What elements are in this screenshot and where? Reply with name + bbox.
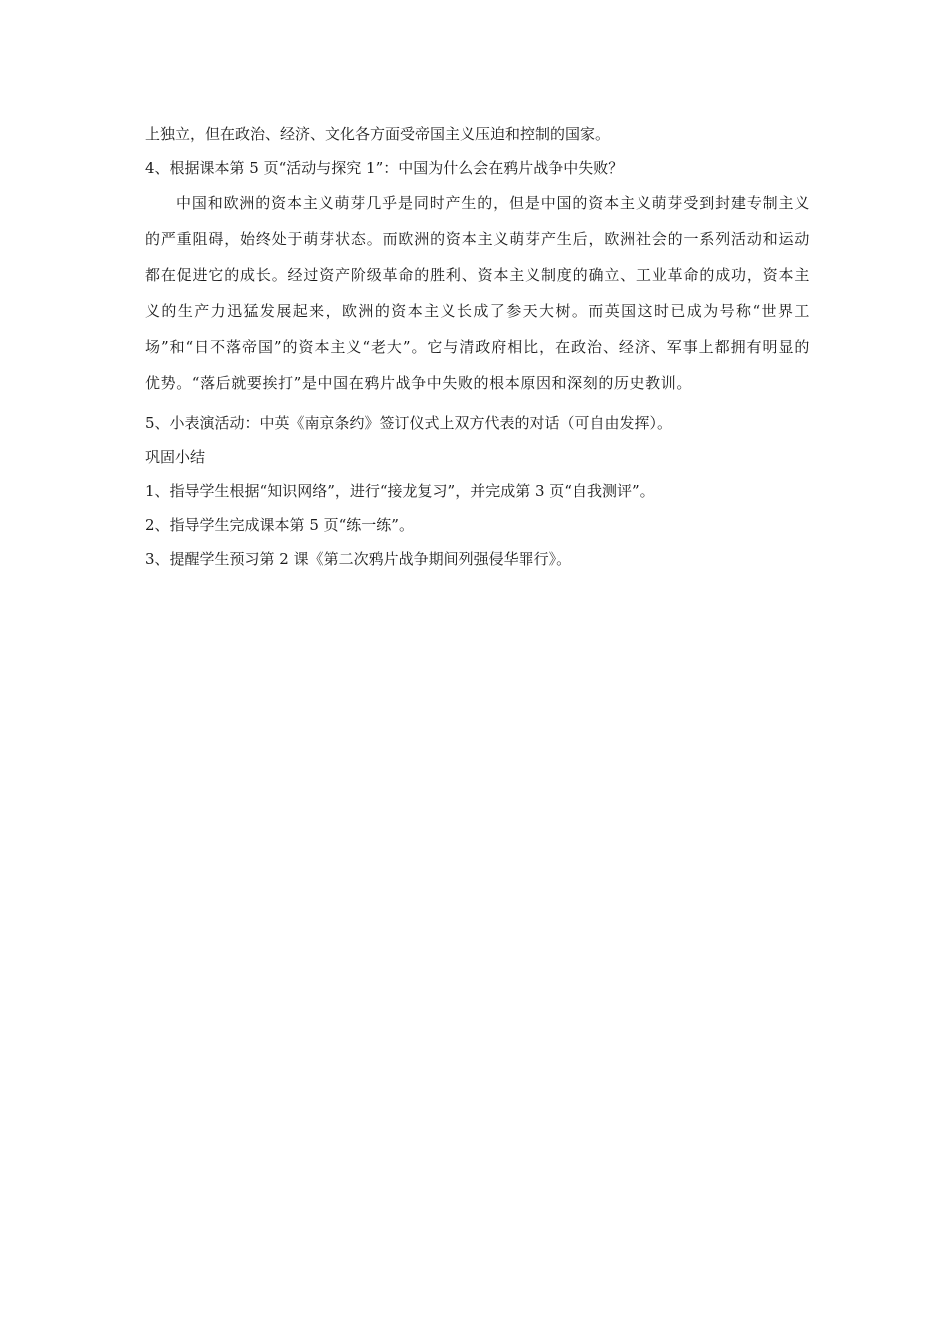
summary-item: 3、提醒学生预习第 2 课《第二次鸦片战争期间列强侵华罪行》。: [145, 550, 572, 568]
question-4: 4、根据课本第 5 页“活动与探究 1”：中国为什么会在鸦片战争中失败？: [145, 159, 624, 177]
summary-item: 1、指导学生根据“知识网络”，进行“接龙复习”，并完成第 3 页“自我测评”。: [145, 482, 655, 500]
summary-item: 2、指导学生完成课本第 5 页“练一练”。: [145, 516, 414, 534]
section-title: 巩固小结: [145, 448, 206, 466]
document-body: [145, 123, 810, 582]
item-5: 5、小表演活动：中英《南京条约》签订仪式上双方代表的对话（可自由发挥）。: [145, 414, 673, 432]
text-line: 上独立，但在政治、经济、文化各方面受帝国主义压迫和控制的国家。: [145, 125, 611, 143]
answer-paragraph: 中国和欧洲的资本主义萌芽几乎是同时产生的，但是中国的资本主义萌芽受到封建专制主义的严重阻碍，始终处于萌芽状态。而欧洲的资本主义萌芽产生后，欧洲社会的一系列活动和运动都在促进它的成长。经过资产阶级革命的胜利、资本主义制度的确立、工业革命的成功，资本主义的生产力迅猛发展起来，欧洲的资本主义长成了参天大树。而英国这时已成为号称“世界工场”和“日不落帝国”的资本主义“老大”。它与清政府相比，在政治、经济、军事上都拥有明显的优势。“落后就要挨打”是中国在鸦片战争中失败的根本原因和深刻的历史教训。: [145, 194, 810, 392]
